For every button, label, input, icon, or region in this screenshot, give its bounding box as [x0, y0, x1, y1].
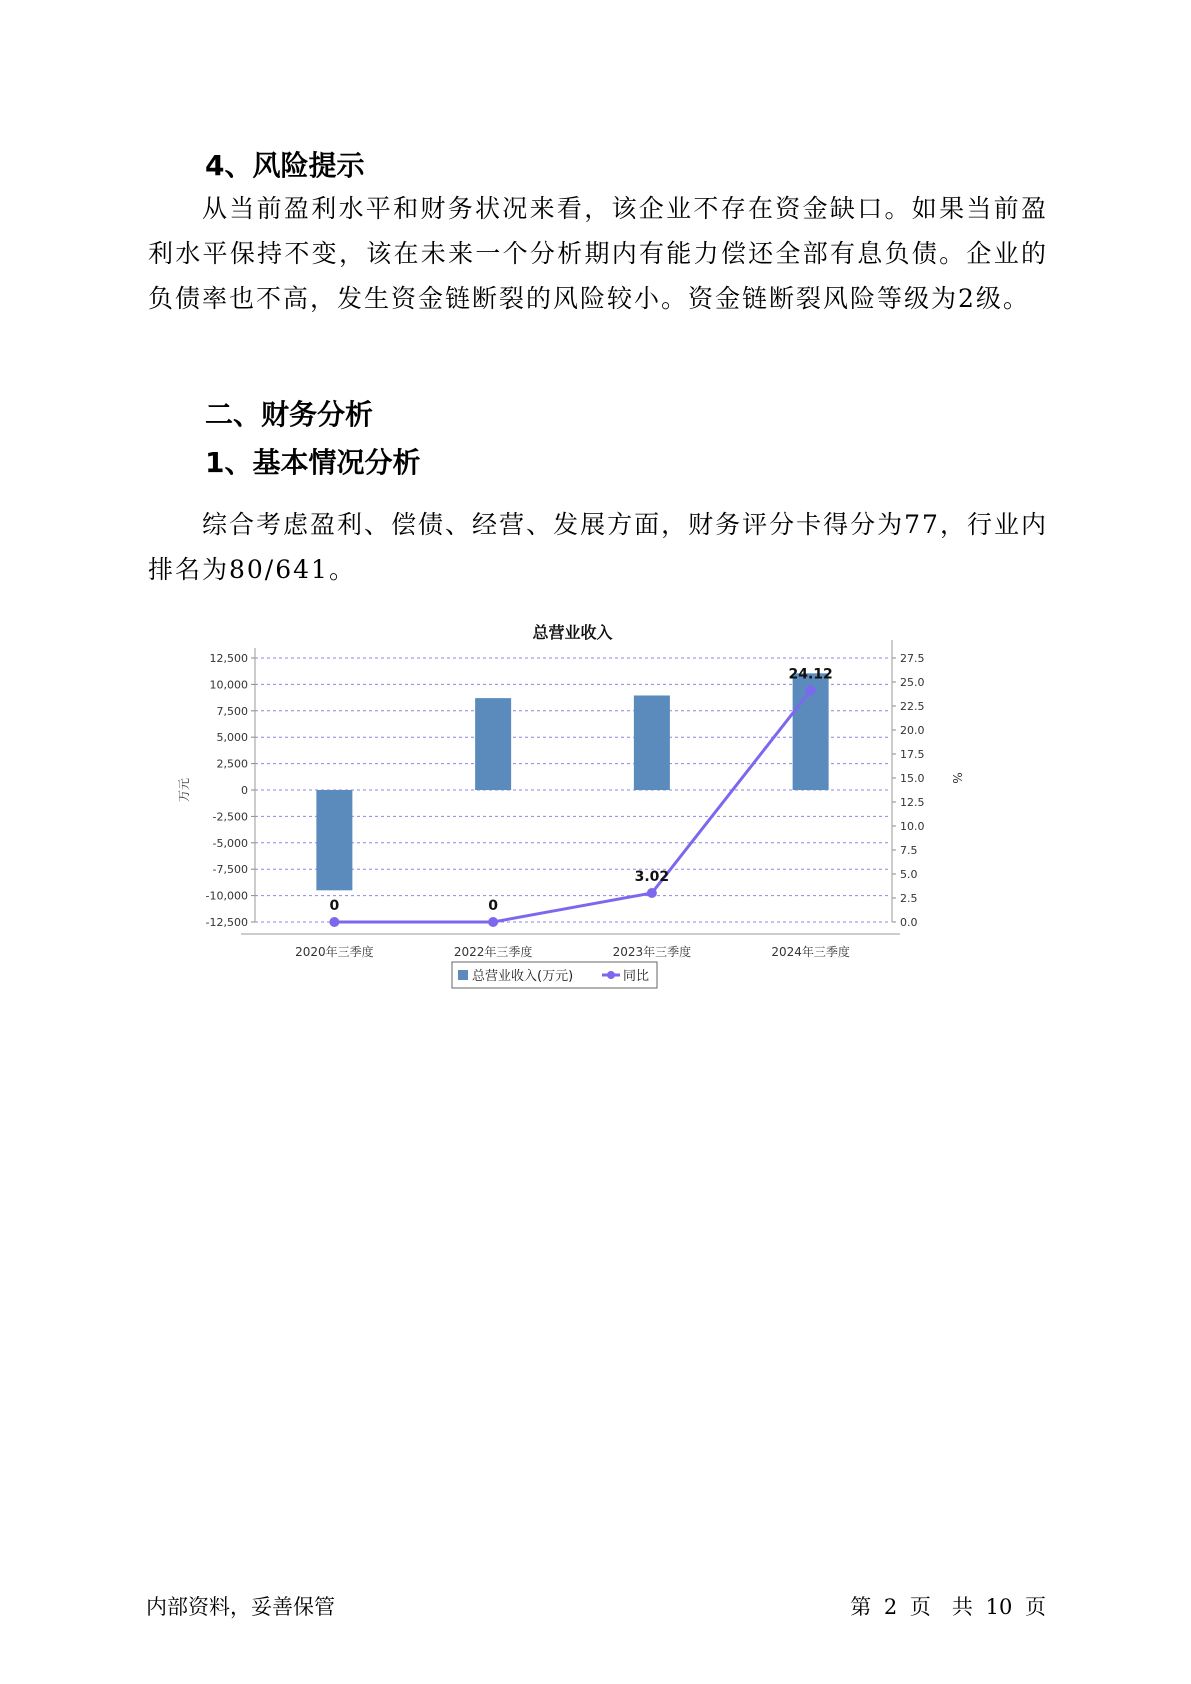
- chart-title: 总营业收入: [532, 623, 613, 642]
- yoy-point: [488, 917, 498, 927]
- y2-tick-label: 25.0: [900, 676, 925, 689]
- risk-paragraph: 从当前盈利水平和财务状况来看，该企业不存在资金缺口。如果当前盈利水平保持不变，该在未来一个分析期内有能力偿还全部有息负债。企业的负债率也不高，发生资金链断裂的风险较小。资金链断裂风险等级为2级。: [148, 194, 1048, 313]
- y-tick-label: -7,500: [212, 863, 248, 877]
- legend-bar-swatch: [458, 970, 468, 980]
- y2-tick-label: 20.0: [900, 724, 925, 737]
- basic-analysis-heading: 1、基本情况分析: [205, 446, 421, 479]
- y2-tick-label: 7.5: [900, 844, 918, 857]
- y2-tick-label: 17.5: [900, 748, 925, 761]
- revenue-chart: [170, 620, 970, 1080]
- revenue-bar: [634, 695, 670, 790]
- y-tick-label: -5,000: [212, 836, 248, 850]
- yoy-data-label: 24.12: [788, 666, 833, 683]
- y-tick-label: 0: [241, 784, 248, 797]
- x-tick-label: 2020年三季度: [295, 945, 374, 959]
- y-tick-label: 2,500: [216, 757, 248, 771]
- y-tick-label: 12,500: [209, 652, 248, 665]
- footer-page-number: 第 2 页 共 10 页: [850, 1595, 1046, 1619]
- y2-tick-label: 10.0: [900, 820, 925, 833]
- y2-tick-label: 27.5: [900, 652, 925, 665]
- y-tick-label: -2,500: [212, 810, 248, 824]
- y-tick-label: 5,000: [216, 731, 248, 745]
- legend-line-label: 同比: [623, 969, 650, 984]
- yoy-point: [806, 685, 816, 695]
- yoy-data-label: 0: [329, 898, 340, 914]
- y2-tick-label: 2.5: [900, 892, 918, 905]
- footer-confidential: 内部资料，妥善保管: [146, 1595, 335, 1619]
- finance-heading: 二、财务分析: [205, 398, 374, 431]
- yoy-data-label: 0: [488, 898, 498, 914]
- y2-tick-label: 0.0: [900, 916, 918, 929]
- y-tick-label: 7,500: [216, 704, 248, 718]
- y-tick-label: -12,500: [205, 916, 248, 929]
- y2-tick-label: 22.5: [900, 700, 925, 713]
- finance-paragraph: 综合考虑盈利、偿债、经营、发展方面，财务评分卡得分为77，行业内排名为80/641。: [148, 510, 1048, 584]
- revenue-bar: [475, 698, 511, 790]
- y2-axis-title: %: [950, 772, 964, 784]
- x-tick-label: 2024年三季度: [771, 945, 850, 959]
- yoy-data-label: 3.02: [634, 869, 670, 886]
- yoy-point: [647, 888, 657, 898]
- yoy-point: [329, 917, 339, 927]
- x-tick-label: 2022年三季度: [453, 945, 533, 959]
- y-axis-title: 万元: [177, 777, 191, 803]
- y-tick-label: 10,000: [209, 678, 248, 692]
- yoy-line: [334, 690, 810, 922]
- y2-tick-label: 15.0: [900, 772, 925, 785]
- y2-tick-label: 12.5: [900, 796, 925, 809]
- y2-tick-label: 5.0: [900, 868, 918, 881]
- legend-bar-label: 总营业收入(万元): [472, 969, 574, 984]
- y-tick-label: -10,000: [205, 889, 248, 903]
- x-tick-label: 2023年三季度: [612, 945, 692, 959]
- revenue-bar: [316, 790, 352, 890]
- legend-line-marker: [607, 971, 615, 979]
- risk-heading: 4、风险提示: [205, 149, 365, 182]
